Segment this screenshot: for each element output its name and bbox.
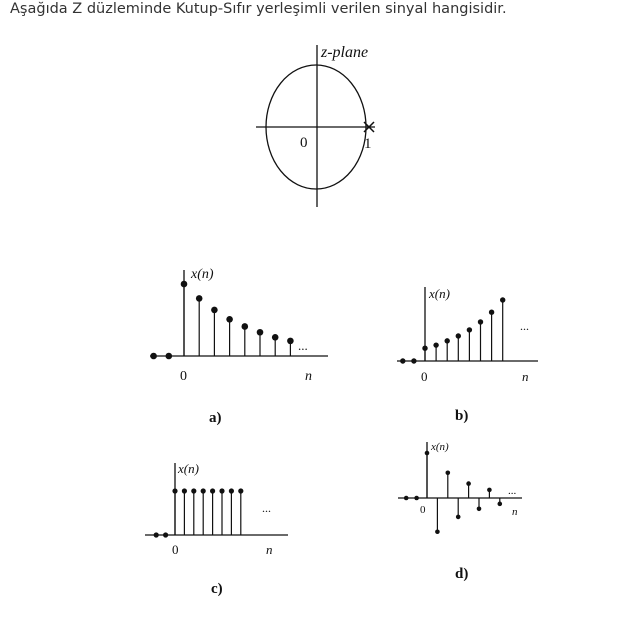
option-a-stem-point bbox=[211, 307, 218, 314]
option-d-stem-point bbox=[446, 471, 451, 476]
option-a-stem-point bbox=[272, 334, 279, 341]
option-a-zero-label: 0 bbox=[180, 369, 187, 384]
option-b-stem-point bbox=[500, 297, 505, 302]
z-plane-label: z-plane bbox=[321, 44, 369, 61]
option-b-ellipsis: ... bbox=[520, 319, 529, 333]
option-c-stem-point bbox=[154, 532, 159, 537]
origin-label: 0 bbox=[300, 135, 308, 151]
option-a-stem-point bbox=[287, 338, 294, 345]
option-a-plot bbox=[150, 267, 328, 426]
option-b-stem-point bbox=[478, 319, 483, 324]
option-c-stem-point bbox=[201, 488, 206, 493]
option-c-stem-point bbox=[172, 488, 177, 493]
option-d-ellipsis: ... bbox=[508, 485, 517, 497]
option-d-signal-label: x(n) bbox=[431, 441, 449, 453]
option-c-stem-point bbox=[238, 488, 243, 493]
option-d-zero-label: 0 bbox=[420, 504, 426, 516]
option-a-stem-point bbox=[150, 353, 157, 360]
option-d-stem-point bbox=[456, 515, 461, 520]
option-b-stem-point bbox=[445, 338, 450, 343]
option-b-stem-point bbox=[422, 345, 427, 350]
z-plane-diagram bbox=[256, 44, 375, 207]
option-b-stems bbox=[400, 297, 505, 363]
option-a-stem-point bbox=[196, 295, 203, 302]
option-d-stem-point bbox=[425, 451, 430, 456]
option-b-signal-label: x(n) bbox=[429, 286, 450, 301]
option-c-zero-label: 0 bbox=[172, 542, 179, 557]
option-b-stem-point bbox=[467, 327, 472, 332]
option-c-stem-point bbox=[182, 488, 187, 493]
option-b-plot bbox=[397, 286, 538, 424]
option-d-stem-point bbox=[487, 488, 492, 493]
option-b-stem-point bbox=[400, 358, 405, 363]
option-d-stem-point bbox=[466, 481, 471, 486]
option-c-signal-label: x(n) bbox=[178, 461, 199, 476]
option-d-stem-point bbox=[498, 502, 503, 507]
option-b-stem-point bbox=[411, 358, 416, 363]
option-c-ellipsis: ... bbox=[262, 501, 271, 515]
question-text: Aşağıda Z düzleminde Kutup-Sıfır yerleşimli verilen sinyal hangisidir. bbox=[10, 1, 507, 17]
option-a-stems bbox=[150, 281, 293, 360]
option-c-stem-point bbox=[163, 532, 168, 537]
option-c-stems bbox=[154, 488, 244, 537]
option-c-stem-point bbox=[219, 488, 224, 493]
option-d-stem-point bbox=[404, 496, 409, 501]
option-b-zero-label: 0 bbox=[421, 369, 428, 384]
option-a-stem-point bbox=[226, 316, 233, 323]
option-a-label: a) bbox=[209, 410, 222, 426]
option-a-stem-point bbox=[257, 329, 264, 336]
option-a-signal-label: x(n) bbox=[191, 267, 214, 282]
option-c-stem-point bbox=[191, 488, 196, 493]
option-d-n-label: n bbox=[512, 506, 518, 518]
option-b-stem-point bbox=[433, 342, 438, 347]
option-a-stem-point bbox=[181, 281, 188, 288]
option-a-stem-point bbox=[166, 353, 173, 360]
option-d-stem-point bbox=[414, 496, 419, 501]
option-b-stem-point bbox=[489, 310, 494, 315]
option-d-stems bbox=[404, 451, 502, 534]
option-d-plot bbox=[398, 441, 522, 582]
option-d-stem-point bbox=[435, 529, 440, 534]
option-c-stem-point bbox=[210, 488, 215, 493]
option-c-label: c) bbox=[211, 581, 223, 597]
option-d-label: d) bbox=[455, 566, 469, 582]
option-c-stem-point bbox=[229, 488, 234, 493]
option-a-stem-point bbox=[242, 323, 249, 330]
option-c-plot bbox=[145, 461, 288, 597]
option-d-stem-point bbox=[477, 507, 482, 512]
option-b-n-label: n bbox=[522, 369, 529, 384]
option-a-n-label: n bbox=[305, 369, 312, 384]
option-b-label: b) bbox=[455, 408, 469, 424]
option-b-stem-point bbox=[456, 333, 461, 338]
pole-value-label: 1 bbox=[364, 136, 372, 152]
option-c-n-label: n bbox=[266, 542, 273, 557]
option-a-ellipsis: ... bbox=[298, 338, 308, 353]
